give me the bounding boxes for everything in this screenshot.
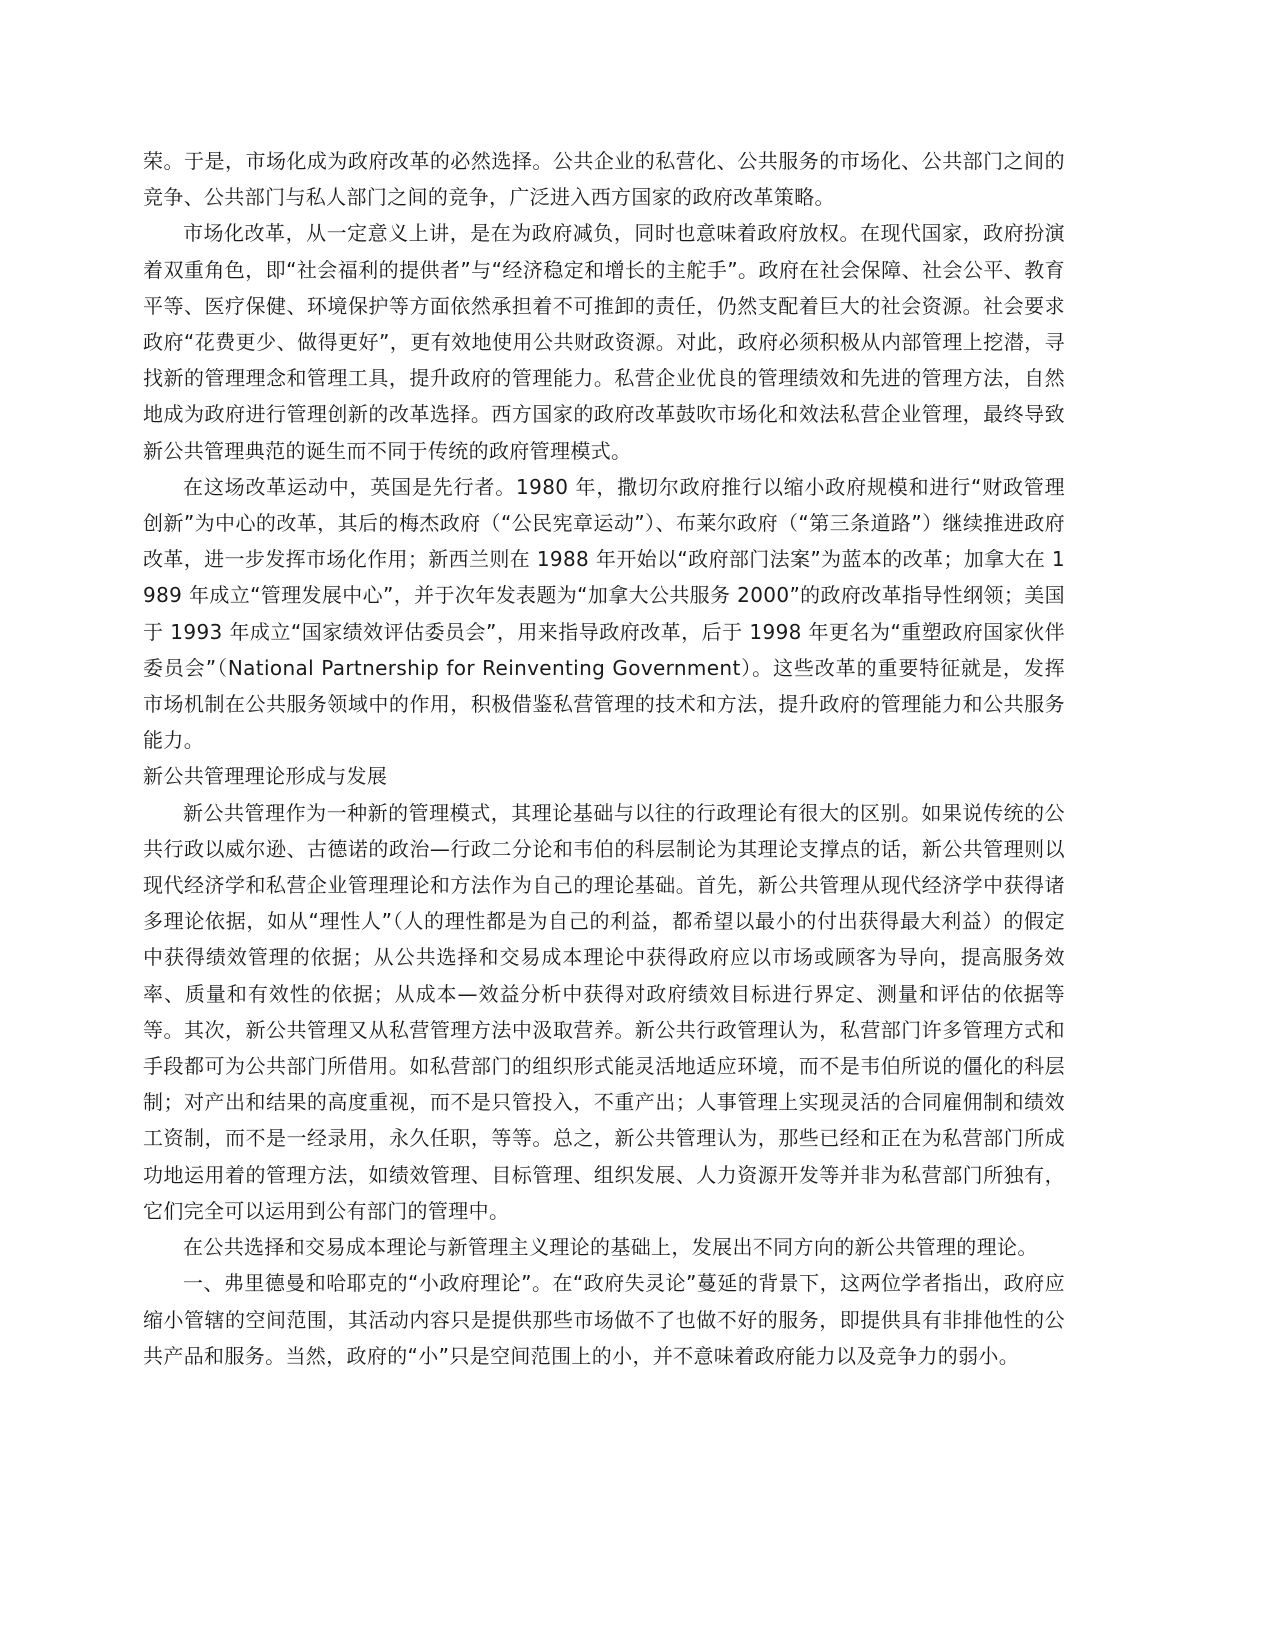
paragraph-4: 新公共管理作为一种新的管理模式，其理论基础与以往的行政理论有很大的区别。如果说传统的公共行政以威尔逊、古德诺的政治—行政二分论和韦伯的科层制论为其理论支撑点的话，新公共管理则以现代经济学和私营企业管理理论和方法作为自己的理论基础。首先，新公共管理从现代经济学中获得诸多理论依据，如从“理性人”（人的理性都是为自己的利益，都希望以最小的付出获得最大利益）的假定中获得绩效管理的依据；从公共选择和交易成本理论中获得政府应以市场或顾客为导向，提高服务效率、质量和有效性的依据；从成本—效益分析中获得对政府绩效目标进行界定、测量和评估的依据等等。其次，新公共管理又从私营管理方法中汲取营养。新公共行政管理认为，私营部门许多管理方式和手段都可为公共部门所借用。如私营部门的组织形式能灵活地适应环境，而不是韦伯所说的僵化的科层制；对产出和结果的高度重视，而不是只管投入，不重产出；人事管理上实现灵活的合同雇佣制和绩效工资制，而不是一经录用，永久任职，等等。总之，新公共管理认为，那些已经和正在为私营部门所成功地运用着的管理方法，如绩效管理、目标管理、组织发展、人力资源开发等并非为私营部门所独有，它们完全可以运用到公有部门的管理中。: [143, 800, 1065, 1223]
document-page: [143, 143, 1065, 1374]
paragraph-1: 荣。于是，市场化成为政府改革的必然选择。公共企业的私营化、公共服务的市场化、公共部门之间的竞争、公共部门与私人部门之间的竞争，广泛进入西方国家的政府改革策略。: [143, 149, 1065, 210]
paragraph-3: 在这场改革运动中，英国是先行者。1980 年，撒切尔政府推行以缩小政府规模和进行“财政管理创新”为中心的改革，其后的梅杰政府（“公民宪章运动”）、布莱尔政府（“第三条道路”）继续推进政府改革，进一步发挥市场化作用；新西兰则在 1988 年开始以“政府部门法案”为蓝本的改革；加拿大在 1989 年成立“管理发展中心”，并于次年发表题为“加拿大公共服务 2000”的政府改革指导性纲领；美国于 1993 年成立“国家绩效评估委员会”，用来指导政府改革，后于 1998 年更名为“重塑政府国家伙伴委员会”（National Partnership for Reinventing Government）。这些改革的重要特征就是，发挥市场机制在公共服务领域中的作用，积极借鉴私营管理的技术和方法，提升政府的管理能力和公共服务能力。: [143, 474, 1065, 753]
paragraph-6: 一、弗里德曼和哈耶克的“小政府理论”。在“政府失灵论”蔓延的背景下，这两位学者指出，政府应缩小管辖的空间范围，其活动内容只是提供那些市场做不了也做不好的服务，即提供具有非排他性的公共产品和服务。当然，政府的“小”只是空间范围上的小，并不意味着政府能力以及竞争力的弱小。: [143, 1271, 1065, 1368]
paragraph-5: 在公共选择和交易成本理论与新管理主义理论的基础上，发展出不同方向的新公共管理的理论。: [183, 1235, 1038, 1260]
section-heading: 新公共管理理论形成与发展: [143, 764, 388, 789]
paragraph-2: 市场化改革，从一定意义上讲，是在为政府减负，同时也意味着政府放权。在现代国家，政府扮演着双重角色，即“社会福利的提供者”与“经济稳定和增长的主舵手”。政府在社会保障、社会公平、教育平等、医疗保健、环境保护等方面依然承担着不可推卸的责任，仍然支配着巨大的社会资源。社会要求政府“花费更少、做得更好”，更有效地使用公共财政资源。对此，政府必须积极从内部管理上挖潜，寻找新的管理理念和管理工具，提升政府的管理能力。私营企业优良的管理绩效和先进的管理方法，自然地成为政府进行管理创新的改革选择。西方国家的政府改革鼓吹市场化和效法私营企业管理，最终导致新公共管理典范的诞生而不同于传统的政府管理模式。: [143, 221, 1065, 463]
